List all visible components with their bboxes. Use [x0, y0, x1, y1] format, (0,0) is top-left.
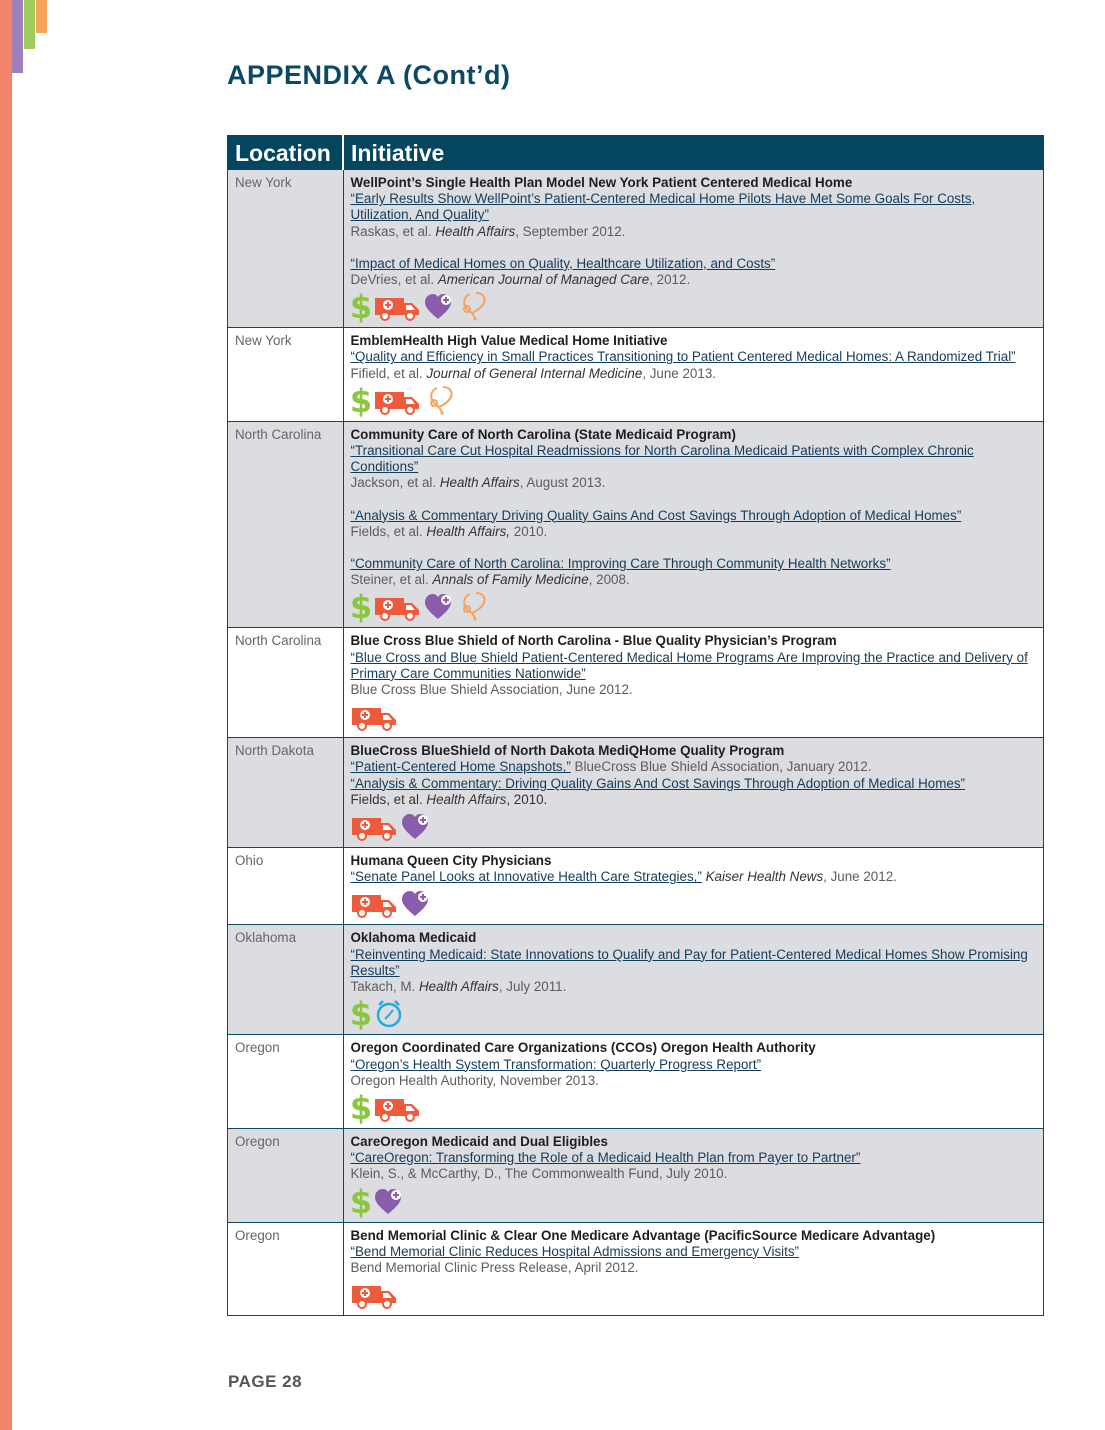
initiative-name: Oregon Coordinated Care Organizations (CCOs) Oregon Health Authority — [350, 1040, 816, 1056]
reference-authors: DeVries, et al. — [350, 272, 438, 288]
reference-citation — [351, 1260, 1037, 1276]
outcome-icons — [349, 1182, 1037, 1221]
reference — [351, 256, 1037, 288]
heart-icon — [374, 1188, 404, 1216]
location-cell: North Dakota — [228, 738, 344, 848]
left-accent-bar-coral — [0, 0, 12, 1430]
reference — [351, 508, 1037, 540]
reference-title-line — [351, 1057, 1037, 1073]
reference-authors: Bend Memorial Clinic Press Release, April 2012. — [350, 1259, 639, 1275]
stethoscope-icon — [457, 291, 487, 321]
outcome-icons — [349, 288, 1037, 327]
ambulance-icon — [351, 815, 398, 841]
initiative-name: Blue Cross Blue Shield of North Carolina - Blue Quality Physician’s Program — [350, 633, 837, 649]
reference-authors: Raskas, et al. — [350, 223, 436, 239]
reference-authors: Fields, et al. — [350, 791, 427, 807]
initiative-cell — [343, 1128, 1044, 1222]
svg-text:$: $ — [349, 995, 372, 1034]
reference-title-line — [351, 256, 1037, 272]
reference-date: , July 2011. — [498, 979, 567, 995]
dollar-icon — [349, 288, 372, 327]
reference-title-line — [351, 776, 1037, 792]
reference-authors: Takach, M. — [350, 979, 419, 995]
table-row — [228, 421, 1044, 628]
stethoscope-icon — [424, 385, 454, 415]
dollar-icon — [349, 1182, 372, 1221]
reference-citation — [351, 1166, 1037, 1182]
table-row — [228, 328, 1044, 422]
reference — [351, 1057, 1037, 1089]
initiative-name: CareOregon Medicaid and Dual Eligibles — [350, 1133, 608, 1149]
reference-citation — [351, 682, 1037, 698]
initiative-cell — [343, 848, 1044, 925]
svg-text:$: $ — [349, 1088, 372, 1127]
table-row — [228, 1128, 1044, 1222]
svg-text:$: $ — [349, 381, 372, 420]
table-row — [228, 170, 1044, 328]
reference-source — [702, 869, 897, 884]
dollar-icon — [349, 1088, 372, 1127]
reference-title-line — [351, 443, 1037, 475]
reference-date: , September 2012. — [515, 223, 626, 239]
spacer — [351, 540, 1037, 556]
location-cell: New York — [228, 328, 344, 422]
reference-authors: Jackson, et al. — [350, 475, 440, 491]
reference-link[interactable]: “Patient-Centered Home Snapshots,” — [350, 759, 571, 775]
reference-citation — [351, 572, 1037, 588]
initiative-cell — [343, 1222, 1044, 1316]
table-row — [228, 628, 1044, 738]
initiative-cell — [343, 925, 1044, 1035]
ambulance-icon — [374, 1096, 421, 1122]
clock-icon — [374, 998, 404, 1028]
heart-icon — [401, 813, 431, 841]
reference-date: , 2012. — [649, 272, 691, 288]
reference — [351, 443, 1037, 492]
reference — [351, 1244, 1037, 1276]
stethoscope-icon — [457, 591, 487, 621]
reference-authors: Oregon Health Authority, November 2013. — [350, 1072, 599, 1088]
reference-citation — [351, 224, 1037, 240]
location-cell: Oregon — [228, 1035, 344, 1129]
reference-title-line — [351, 650, 1037, 682]
reference-authors: Steiner, et al. — [350, 572, 433, 588]
table-header-row — [228, 136, 1044, 170]
ambulance-icon — [374, 595, 421, 621]
accent-bar-orange — [36, 0, 47, 33]
reference-title-line — [351, 947, 1037, 979]
reference-title-line — [351, 349, 1037, 365]
outcome-icons — [351, 888, 1037, 918]
reference-date: , June 2013. — [642, 365, 716, 381]
reference-journal: American Journal of Managed Care — [437, 272, 650, 288]
reference-title-line — [351, 556, 1037, 572]
reference-link[interactable]: “Quality and Efficiency in Small Practices Transitioning to Patient Centered Medical Homes: A Randomized Trial” — [350, 349, 1016, 365]
ambulance-icon — [374, 389, 421, 415]
outcome-icons — [351, 701, 1037, 731]
location-cell: Oklahoma — [228, 925, 344, 1035]
reference-link[interactable]: “Bend Memorial Clinic Reduces Hospital Admissions and Emergency Visits” — [350, 1243, 800, 1259]
table-row — [228, 738, 1044, 848]
initiative-name: Bend Memorial Clinic & Clear One Medicare Advantage (PacificSource Medicare Advantage) — [350, 1227, 936, 1243]
location-cell: Ohio — [228, 848, 344, 925]
svg-text:$: $ — [349, 1182, 372, 1221]
outcome-icons — [351, 811, 1037, 841]
reference-title-line — [351, 1150, 1037, 1166]
svg-text:$: $ — [349, 588, 372, 627]
svg-text:$: $ — [349, 288, 372, 327]
ambulance-icon — [374, 295, 421, 321]
reference-journal: Journal of General Internal Medicine — [426, 365, 643, 381]
reference-citation — [351, 524, 1037, 540]
initiative-cell — [343, 628, 1044, 738]
reference — [351, 556, 1037, 588]
page-number: PAGE 28 — [228, 1372, 303, 1391]
outcome-icons — [349, 1088, 1037, 1127]
reference-date: , June 2012. — [823, 869, 897, 885]
ambulance-icon — [351, 892, 398, 918]
initiative-cell — [343, 1035, 1044, 1129]
reference — [351, 776, 1037, 808]
reference-date: , 2008. — [588, 572, 630, 588]
reference — [351, 349, 1037, 381]
page-title: APPENDIX A (Cont’d) — [227, 60, 511, 90]
ambulance-icon — [351, 705, 398, 731]
initiative-cell — [343, 170, 1044, 328]
reference-link[interactable]: “CareOregon: Transforming the Role of a Medicaid Health Plan from Payer to Partner” — [350, 1150, 861, 1166]
location-cell: New York — [228, 170, 344, 328]
reference-link[interactable]: “Community Care of North Carolina: Improving Care Through Community Health Networks” — [350, 556, 891, 572]
heart-icon — [424, 593, 454, 621]
reference-link[interactable]: “Senate Panel Looks at Innovative Health Care Strategies,” — [350, 869, 702, 885]
reference — [351, 191, 1037, 240]
table-body — [228, 170, 1044, 1316]
reference-journal: Kaiser Health News — [701, 869, 824, 885]
outcome-icons — [349, 588, 1037, 627]
initiative-cell — [343, 421, 1044, 628]
initiative-name: Oklahoma Medicaid — [350, 930, 477, 946]
reference-citation — [351, 792, 1037, 808]
reference — [351, 650, 1037, 699]
reference-journal: Annals of Family Medicine — [432, 572, 589, 588]
reference-title-line — [351, 508, 1037, 524]
reference-link[interactable]: “Oregon’s Health System Transformation: Quarterly Progress Report” — [350, 1056, 762, 1072]
heart-icon — [401, 890, 431, 918]
reference-journal: Health Affairs — [435, 223, 516, 239]
header-location: Location — [228, 136, 344, 170]
accent-bar-green — [24, 0, 35, 49]
reference — [351, 1150, 1037, 1182]
initiative-cell — [343, 328, 1044, 422]
reference-link[interactable]: “Early Results Show WellPoint’s Patient-Centered Medical Home Pilots Have Met Some Goals For Costs, Utilization, And Quality” — [350, 191, 976, 223]
initiative-name: EmblemHealth High Value Medical Home Initiative — [350, 333, 668, 349]
reference-date: 2010. — [510, 523, 548, 539]
reference-link[interactable]: “Transitional Care Cut Hospital Readmissions for North Carolina Medicaid Patients with Complex Chronic Conditions” — [350, 443, 974, 475]
reference — [351, 947, 1037, 996]
reference-citation — [351, 366, 1037, 382]
initiative-name: Community Care of North Carolina (State Medicaid Program) — [350, 426, 736, 442]
location-cell: North Carolina — [228, 421, 344, 628]
table-row — [228, 848, 1044, 925]
reference-citation — [351, 475, 1037, 491]
initiative-name: WellPoint’s Single Health Plan Model New York Patient Centered Medical Home — [350, 175, 853, 190]
reference-journal: Health Affairs — [418, 979, 499, 995]
spacer — [351, 492, 1037, 508]
reference-link[interactable]: “Analysis & Commentary: Driving Quality Gains And Cost Savings Through Adoption of Medical Homes” — [350, 775, 966, 791]
reference — [351, 869, 1037, 885]
initiative-cell — [343, 738, 1044, 848]
dollar-icon — [349, 381, 372, 420]
heart-icon — [424, 293, 454, 321]
reference-source: BlueCross Blue Shield Association, January 2012. — [570, 759, 872, 775]
reference-citation — [351, 272, 1037, 288]
reference-title-line — [351, 869, 1037, 885]
reference-journal: Health Affairs, — [426, 523, 511, 539]
reference-authors: Fifield, et al. — [350, 365, 427, 381]
dollar-icon — [349, 588, 372, 627]
reference-title-line — [351, 1244, 1037, 1260]
reference-title-line — [351, 191, 1037, 223]
spacer — [351, 240, 1037, 256]
reference — [351, 759, 1037, 775]
ambulance-icon — [351, 1283, 398, 1309]
location-cell: Oregon — [228, 1128, 344, 1222]
reference-journal: Health Affairs — [439, 475, 520, 491]
reference-link[interactable]: “Analysis & Commentary Driving Quality Gains And Cost Savings Through Adoption of Medical Homes” — [350, 507, 962, 523]
reference-title-line — [351, 759, 1037, 775]
reference-authors: Blue Cross Blue Shield Association, June 2012. — [350, 682, 633, 698]
reference-authors: Fields, et al. — [350, 523, 427, 539]
dollar-icon — [349, 995, 372, 1034]
outcome-icons — [349, 381, 1037, 420]
reference-citation — [351, 979, 1037, 995]
reference-link[interactable]: “Blue Cross and Blue Shield Patient-Centered Medical Home Programs Are Improving the Practice and Delivery of Primary Care Communities Nationwide” — [350, 649, 1028, 681]
outcome-icons — [351, 1279, 1037, 1309]
outcome-icons — [349, 995, 1037, 1034]
reference-authors: Klein, S., & McCarthy, D., The Commonwealth Fund, July 2010. — [350, 1166, 728, 1182]
initiative-name: Humana Queen City Physicians — [350, 853, 552, 869]
location-cell: Oregon — [228, 1222, 344, 1316]
table-row — [228, 925, 1044, 1035]
accent-bar-purple — [12, 0, 23, 73]
header-initiative: Initiative — [343, 136, 1044, 170]
reference-link[interactable]: “Impact of Medical Homes on Quality, Healthcare Utilization, and Costs” — [350, 255, 776, 271]
table-row — [228, 1222, 1044, 1316]
reference-link[interactable]: “Reinventing Medicaid: State Innovations to Qualify and Pay for Patient-Centered Medical Homes Show Promising Results” — [350, 946, 1028, 978]
reference-citation — [351, 1073, 1037, 1089]
initiative-name: BlueCross BlueShield of North Dakota MediQHome Quality Program — [350, 743, 785, 759]
reference-date: , 2010. — [506, 791, 548, 807]
table-row — [228, 1035, 1044, 1129]
reference-journal: Health Affairs — [426, 791, 507, 807]
reference-date: , August 2013. — [519, 475, 606, 491]
initiatives-table — [227, 135, 1044, 1316]
location-cell: North Carolina — [228, 628, 344, 738]
